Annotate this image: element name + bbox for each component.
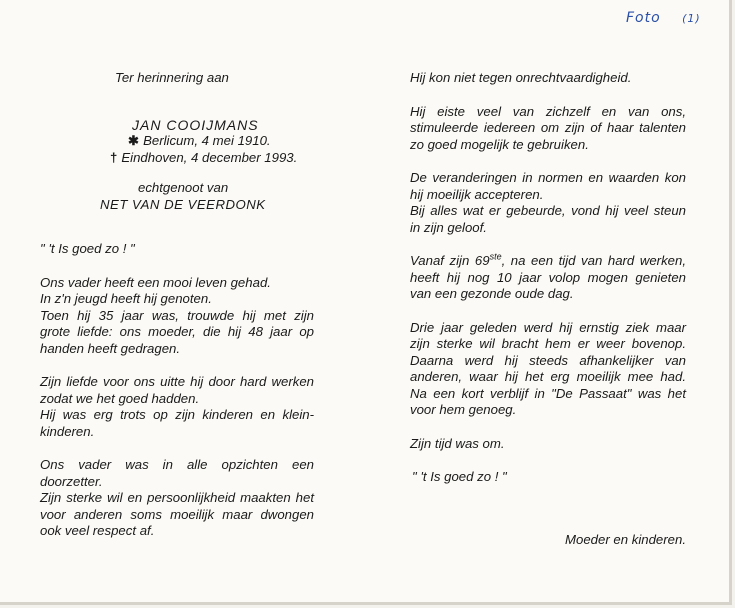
death-text: Eindhoven, 4 december 1993. bbox=[121, 149, 298, 165]
paragraph-r6 bbox=[410, 436, 686, 453]
text-fragment: Vanaf zijn 69 bbox=[410, 253, 490, 268]
paragraph-3 bbox=[40, 457, 314, 540]
paragraph-r4 bbox=[410, 253, 686, 303]
paragraph-1 bbox=[40, 275, 314, 358]
text-line: Zijn sterke wil en persoonlijkheid maakten het bbox=[40, 490, 314, 505]
paragraph-r3 bbox=[410, 170, 686, 236]
paragraph-2 bbox=[40, 374, 314, 440]
text-line: Hij was erg trots op zijn kinderen en klein- bbox=[40, 407, 314, 422]
text-line: anderen, waar hij het erg moeilijk mee had. bbox=[410, 369, 686, 384]
text-line: heeft hij nog 10 jaar volop mogen genieten bbox=[410, 269, 686, 285]
text-line bbox=[410, 253, 686, 270]
paragraph-r2 bbox=[410, 104, 686, 154]
text-line: Na een kort verblijf in "De Passaat" was het bbox=[410, 385, 686, 401]
text-line: zijn sterke wil bracht hem er weer bovenop. bbox=[410, 336, 686, 351]
text-line: Daarna werd hij steeds afhankelijker van bbox=[410, 352, 686, 368]
text-line: in zijn geloof. bbox=[410, 219, 487, 235]
handwritten-annotation bbox=[626, 10, 701, 26]
signature: Moeder en kinderen. bbox=[565, 531, 686, 547]
birth-line bbox=[40, 133, 314, 150]
paragraph-r5 bbox=[410, 320, 686, 419]
text-line: In z'n jeugd heeft hij genoten. bbox=[40, 291, 212, 306]
text-line: zodat we het goed hadden. bbox=[40, 390, 200, 406]
death-line bbox=[40, 150, 314, 167]
spouse-label: echtgenoot van bbox=[138, 180, 229, 195]
text-line: Bij alles wat er gebeurde, vond hij veel steun bbox=[410, 203, 686, 218]
text-line: hij moeilijk accepteren. bbox=[410, 186, 544, 202]
birth-text: Berlicum, 4 mei 1910. bbox=[143, 133, 271, 148]
handwritten-note: Foto bbox=[626, 10, 661, 26]
text-line: Zijn liefde voor ons uitte hij door hard werken bbox=[40, 374, 314, 389]
text-line: ook veel respect af. bbox=[40, 523, 155, 538]
deceased-name: JAN COOIJMANS bbox=[132, 116, 259, 133]
intro-text: Ter herinnering aan bbox=[115, 70, 229, 85]
text-line: handen heeft gedragen. bbox=[40, 340, 181, 356]
left-column bbox=[40, 70, 314, 540]
text-line: voor hem genoeg. bbox=[410, 402, 517, 417]
text-line: van een gezonde oude dag. bbox=[410, 286, 574, 301]
text-line: grote liefde: ons moeder, die hij 48 jaar op bbox=[40, 324, 314, 339]
text-line: Toen hij 35 jaar was, trouwde hij met zijn bbox=[40, 307, 314, 323]
text-line: zo goed mogelijk te gebruiken. bbox=[410, 136, 589, 152]
text-line: Zijn tijd was om. bbox=[410, 435, 505, 451]
text-line: Ons vader heeft een mooi leven gehad. bbox=[40, 274, 271, 290]
quote-left: " 't Is goed zo ! " bbox=[40, 241, 135, 256]
text-fragment: , na een tijd van hard werken, bbox=[501, 253, 686, 268]
paragraph-r1 bbox=[410, 70, 686, 87]
ordinal-suffix: ste bbox=[489, 251, 502, 262]
text-line: kinderen. bbox=[40, 423, 95, 439]
spouse-name: NET VAN DE VEERDONK bbox=[100, 196, 266, 212]
death-cross-icon: † bbox=[110, 149, 118, 165]
text-line: Hij eiste veel van zichzelf en van ons, bbox=[410, 103, 686, 119]
text-line: voor anderen soms moeilijk maar dwongen bbox=[40, 506, 314, 522]
right-column bbox=[410, 70, 686, 548]
text-line: Hij kon niet tegen onrechtvaardigheid. bbox=[410, 70, 632, 85]
text-line: stimuleerde iedereen om zijn of haar talenten bbox=[410, 120, 686, 135]
text-line: Ons vader was in alle opzichten een doorzetter. bbox=[40, 457, 314, 489]
text-line: Drie jaar geleden werd hij ernstig ziek maar bbox=[410, 319, 686, 335]
text-line: De veranderingen in normen en waarden kon bbox=[410, 170, 686, 185]
handwritten-ref: (1) bbox=[682, 12, 701, 25]
birth-star-icon: ✱ bbox=[128, 133, 140, 148]
quote-right: " 't Is goed zo ! " bbox=[412, 469, 507, 484]
